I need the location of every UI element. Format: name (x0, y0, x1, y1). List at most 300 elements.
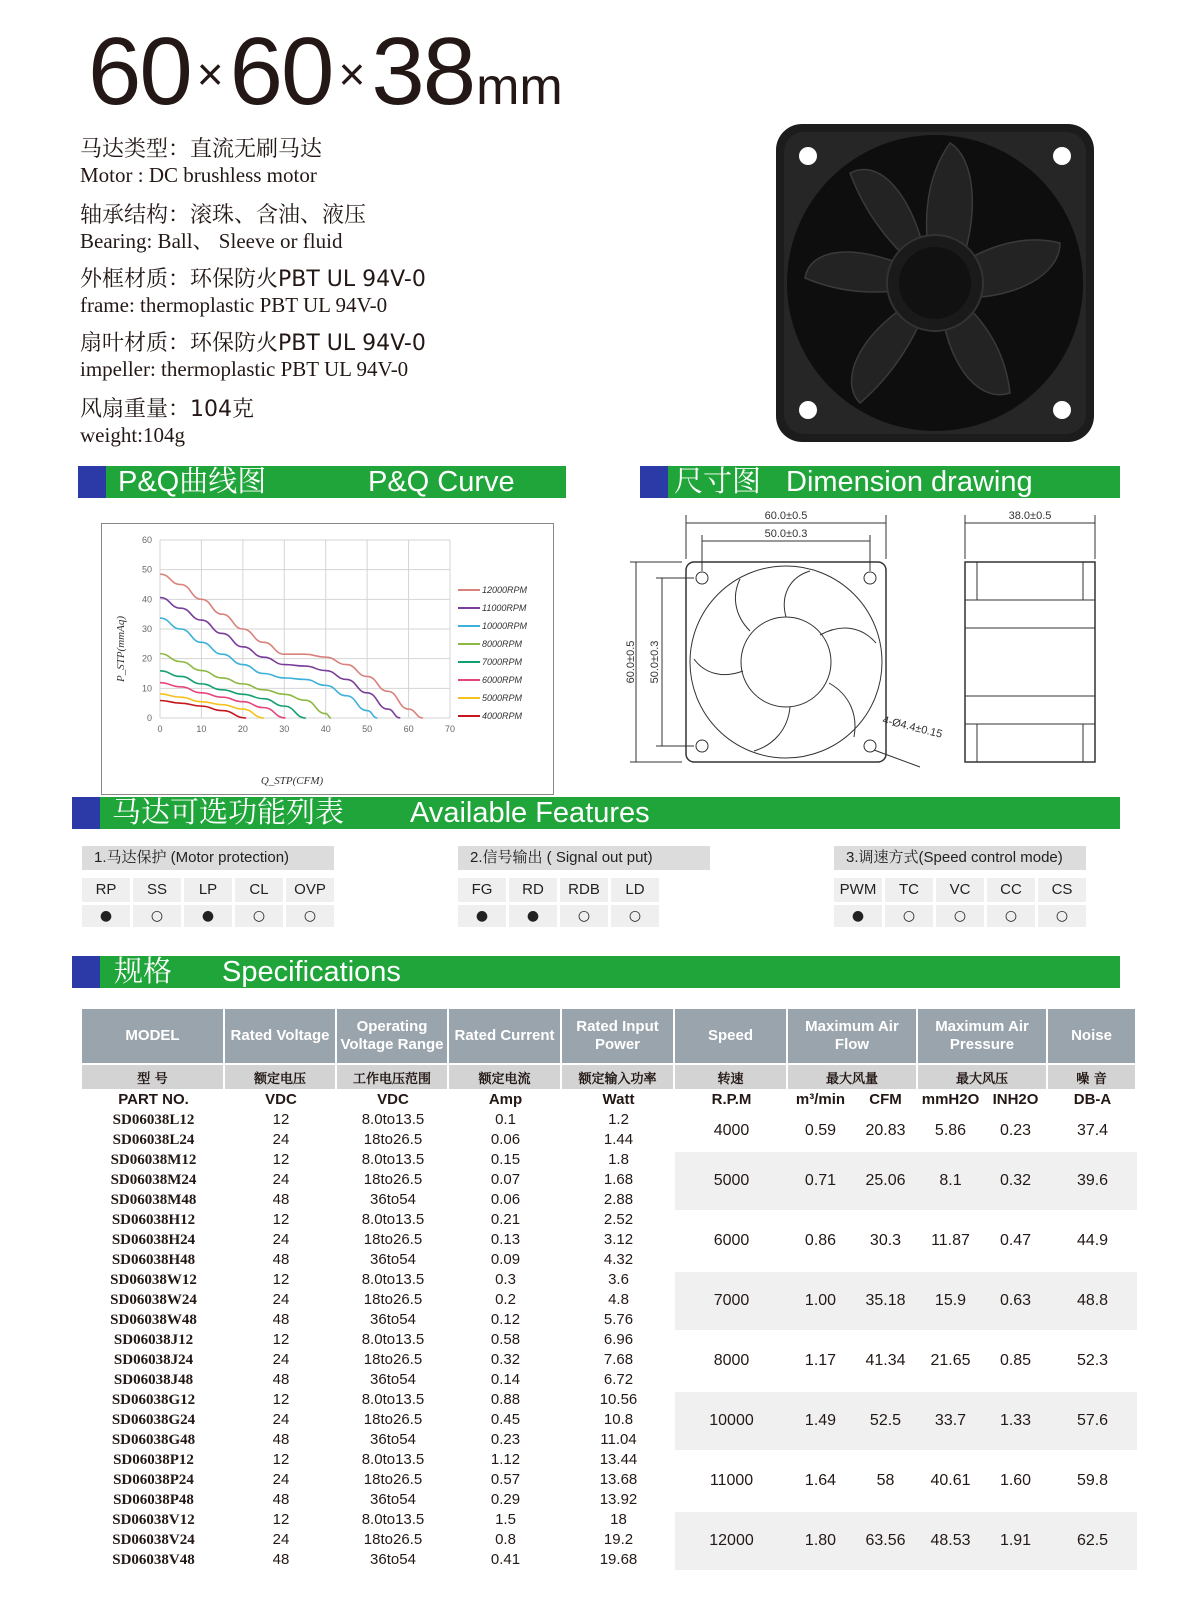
section-features-cn: 马达可选功能列表 (112, 797, 345, 829)
rated-voltage-cell: 12 (272, 1271, 290, 1288)
table-header-cn-row (82, 1063, 1137, 1089)
input-power-cell: 2.52 (603, 1211, 634, 1228)
pressure-inh2o-cell: 1.33 (983, 1390, 1048, 1450)
spec-item-motor (80, 137, 426, 203)
noise-cell: 62.5 (1048, 1510, 1137, 1570)
model-cell: SD06038P12 (113, 1452, 194, 1468)
input-power-cell: 3.6 (608, 1271, 629, 1288)
model-cell: SD06038H48 (111, 1252, 196, 1268)
specifications-table-body (82, 1110, 1137, 1570)
feature-label: CS (1038, 878, 1086, 902)
col-rated-current: Rated Current (449, 1009, 562, 1063)
feature-label: RD (509, 878, 557, 902)
voltage-range-cell: 36to54 (370, 1431, 416, 1448)
legend-entry: 4000RPM (482, 711, 523, 721)
fan-product-image (770, 118, 1100, 448)
legend-entry: 6000RPM (482, 675, 523, 685)
input-power-cell: 4.32 (603, 1251, 634, 1268)
voltage-range-cell: 8.0to13.5 (361, 1331, 425, 1348)
y-tick-label: 60 (141, 535, 152, 545)
spec-weight-en: weight:104g (80, 423, 185, 447)
rated-current-cell: 0.14 (490, 1371, 521, 1388)
input-power-cell: 7.68 (603, 1351, 634, 1368)
rated-voltage-cell: 48 (272, 1251, 290, 1268)
feature-label: CL (235, 878, 283, 902)
model-cell: SD06038M12 (110, 1152, 197, 1168)
model-cell: SD06038G48 (111, 1432, 196, 1448)
title-times-1: × (196, 48, 224, 100)
unit-cfm: CFM (869, 1091, 902, 1108)
voltage-range-cell: 8.0to13.5 (361, 1211, 425, 1228)
legend-entry: 7000RPM (482, 657, 523, 667)
feature-label: VC (936, 878, 984, 902)
side-view-frame (965, 562, 1095, 762)
section-bar-accent (640, 466, 668, 498)
spec-motor-en: Motor : DC brushless motor (80, 163, 317, 187)
rated-current-cell: 0.29 (490, 1491, 521, 1508)
rated-voltage-cell: 48 (272, 1371, 290, 1388)
y-tick-label: 30 (141, 624, 152, 634)
spec-item-bearing (80, 203, 426, 267)
unit-inh2o: INH2O (992, 1091, 1039, 1108)
spec-item-impeller (80, 331, 426, 397)
feature-availability-mark: ○ (560, 905, 608, 927)
feature-availability-mark: ● (834, 905, 882, 927)
rated-current-cell: 0.1 (495, 1111, 516, 1128)
rated-voltage-cell: 24 (272, 1231, 290, 1248)
rated-current-cell: 0.41 (490, 1551, 521, 1568)
rated-current-cell: 0.13 (490, 1231, 521, 1248)
input-power-cell: 2.88 (603, 1191, 634, 1208)
input-power-cell: 6.96 (603, 1331, 634, 1348)
voltage-range-cell: 8.0to13.5 (361, 1451, 425, 1468)
x-axis-label: Q_STP(CFM) (260, 775, 324, 787)
air-flow-cfm-cell: 58 (853, 1450, 918, 1510)
noise-cell: 52.3 (1048, 1330, 1137, 1390)
air-flow-cfm-cell: 30.3 (853, 1210, 918, 1270)
spec-item-frame (80, 267, 426, 331)
unit-watt: Watt (602, 1091, 635, 1108)
rated-current-cell: 0.3 (495, 1271, 516, 1288)
rated-current-cell: 1.5 (495, 1511, 516, 1528)
x-tick-label: 0 (157, 724, 163, 734)
feature-group-title: 3.调速方式(Speed control mode) (834, 846, 1086, 870)
model-cell: SD06038W24 (110, 1292, 197, 1308)
rated-voltage-cell: 24 (272, 1351, 290, 1368)
dimension-drawing (625, 510, 1100, 765)
col-rated-voltage: Rated Voltage (225, 1009, 337, 1063)
voltage-range-cell: 18to26.5 (363, 1411, 423, 1428)
pressure-inh2o-cell: 0.85 (983, 1330, 1048, 1390)
speed-cell: 12000 (675, 1510, 788, 1570)
voltage-range-cell: 36to54 (370, 1311, 416, 1328)
voltage-range-cell: 8.0to13.5 (361, 1511, 425, 1528)
air-flow-m3-cell: 1.00 (788, 1270, 853, 1330)
rated-voltage-cell: 48 (272, 1311, 290, 1328)
col-air-pressure: Maximum Air Pressure (918, 1009, 1048, 1063)
feature-label: SS (133, 878, 181, 902)
table-row (82, 1330, 1137, 1350)
col-speed: Speed (675, 1009, 788, 1063)
x-tick-label: 10 (196, 724, 207, 734)
pressure-inh2o-cell: 0.47 (983, 1210, 1048, 1270)
spec-list (80, 137, 426, 457)
unit-amp: Amp (488, 1091, 523, 1108)
col-air-pressure-cn: 最大风压 (918, 1063, 1048, 1089)
air-flow-m3-cell: 1.80 (788, 1510, 853, 1570)
model-cell: SD06038L12 (112, 1112, 195, 1128)
dim-outer-width: 60.0±0.5 (764, 510, 808, 522)
model-cell: SD06038P24 (113, 1472, 194, 1488)
dim-holes: 4-Ø4.4±0.15 (881, 714, 944, 741)
page-title (88, 18, 563, 125)
section-bar-accent (78, 466, 106, 498)
voltage-range-cell: 36to54 (370, 1371, 416, 1388)
title-dim-1: 60 (88, 18, 191, 125)
rated-current-cell: 0.12 (490, 1311, 521, 1328)
unit-vdc: VDC (265, 1091, 297, 1108)
feature-group-title: 2.信号输出 ( Signal out put) (458, 846, 710, 870)
legend-entry: 5000RPM (482, 693, 523, 703)
dim-outer-height: 60.0±0.5 (625, 640, 637, 684)
rated-current-cell: 0.06 (490, 1131, 521, 1148)
model-cell: SD06038J24 (113, 1352, 194, 1368)
rated-current-cell: 0.88 (490, 1391, 521, 1408)
y-tick-label: 10 (141, 683, 152, 694)
col-voltage-range: Operating Voltage Range (337, 1009, 449, 1063)
series-line-4000RPM (160, 700, 246, 718)
table-row (82, 1150, 1137, 1170)
title-unit: mm (476, 58, 563, 116)
col-noise: Noise (1048, 1009, 1137, 1063)
voltage-range-cell: 18to26.5 (363, 1171, 423, 1188)
input-power-cell: 10.8 (603, 1411, 634, 1428)
model-cell: SD06038G12 (111, 1392, 196, 1408)
rated-voltage-cell: 12 (272, 1331, 290, 1348)
input-power-cell: 4.8 (608, 1291, 629, 1308)
model-cell: SD06038H24 (111, 1232, 196, 1248)
feature-availability-mark: ● (184, 905, 232, 927)
input-power-cell: 19.68 (599, 1551, 638, 1568)
spec-weight-cn: 风扇重量：104克 (80, 397, 254, 422)
pressure-inh2o-cell: 0.63 (983, 1270, 1048, 1330)
col-model: MODEL (82, 1009, 225, 1063)
section-features-en: Available Features (410, 797, 650, 829)
table-row (82, 1510, 1137, 1530)
section-bar-pq (78, 466, 566, 498)
input-power-cell: 1.2 (608, 1111, 629, 1128)
y-tick-label: 40 (141, 594, 152, 605)
air-flow-m3-cell: 0.71 (788, 1150, 853, 1210)
rated-current-cell: 0.32 (490, 1351, 521, 1368)
model-cell: SD06038V12 (112, 1512, 195, 1528)
model-cell: SD06038M48 (110, 1192, 197, 1208)
voltage-range-cell: 18to26.5 (363, 1291, 423, 1308)
model-cell: SD06038G24 (111, 1412, 196, 1428)
col-rated-voltage-cn: 额定电压 (225, 1063, 337, 1089)
x-tick-label: 50 (362, 724, 373, 734)
feature-availability-mark: ○ (133, 905, 181, 927)
feature-label: PWM (834, 878, 882, 902)
title-dim-2: 60 (229, 18, 333, 125)
pq-chart (101, 523, 554, 795)
speed-cell: 7000 (675, 1270, 788, 1330)
y-tick-label: 50 (141, 564, 152, 575)
table-row (82, 1210, 1137, 1230)
table-row (82, 1450, 1137, 1470)
input-power-cell: 1.68 (603, 1171, 634, 1188)
speed-cell: 5000 (675, 1150, 788, 1210)
col-input-power: Rated Input Power (562, 1009, 675, 1063)
voltage-range-cell: 8.0to13.5 (361, 1271, 425, 1288)
pressure-mmh2o-cell: 11.87 (918, 1210, 983, 1270)
col-input-power-cn: 额定输入功率 (562, 1063, 675, 1089)
voltage-range-cell: 8.0to13.5 (361, 1391, 425, 1408)
feature-label: TC (885, 878, 933, 902)
dim-inner-width: 50.0±0.3 (764, 528, 808, 540)
legend-entry: 10000RPM (482, 621, 528, 631)
voltage-range-cell: 36to54 (370, 1551, 416, 1568)
noise-cell: 44.9 (1048, 1210, 1137, 1270)
air-flow-cfm-cell: 35.18 (853, 1270, 918, 1330)
model-cell: SD06038J12 (113, 1332, 194, 1348)
voltage-range-cell: 8.0to13.5 (361, 1151, 425, 1168)
feature-availability-mark: ○ (611, 905, 659, 927)
rated-voltage-cell: 24 (272, 1291, 290, 1308)
air-flow-m3-cell: 0.59 (788, 1110, 853, 1150)
noise-cell: 37.4 (1048, 1110, 1137, 1150)
air-flow-cfm-cell: 20.83 (853, 1110, 918, 1150)
col-rated-current-cn: 额定电流 (449, 1063, 562, 1089)
pressure-mmh2o-cell: 21.65 (918, 1330, 983, 1390)
col-noise-cn: 噪 音 (1048, 1063, 1137, 1089)
title-dim-3: 38 (371, 18, 475, 125)
col-model-cn: 型 号 (82, 1063, 225, 1089)
x-tick-label: 70 (444, 724, 456, 734)
pressure-mmh2o-cell: 15.9 (918, 1270, 983, 1330)
air-flow-m3-cell: 1.17 (788, 1330, 853, 1390)
voltage-range-cell: 36to54 (370, 1491, 416, 1508)
input-power-cell: 13.92 (599, 1491, 638, 1508)
pressure-inh2o-cell: 1.91 (983, 1510, 1048, 1570)
speed-cell: 11000 (675, 1450, 788, 1510)
section-bar-accent (72, 956, 100, 988)
model-cell: SD06038W48 (110, 1312, 197, 1328)
rated-current-cell: 0.2 (495, 1291, 516, 1308)
pq-chart-svg (102, 524, 553, 794)
feature-availability-mark: ○ (885, 905, 933, 927)
input-power-cell: 13.68 (599, 1471, 638, 1488)
noise-cell: 59.8 (1048, 1450, 1137, 1510)
rated-voltage-cell: 12 (272, 1391, 290, 1408)
input-power-cell: 11.04 (600, 1431, 637, 1448)
table-units-row (82, 1089, 1137, 1110)
rated-current-cell: 0.21 (490, 1211, 521, 1228)
section-bar-dimension (640, 466, 1120, 498)
table-header-row (82, 1009, 1137, 1063)
unit-rpm: R.P.M (711, 1091, 752, 1108)
feature-availability-mark: ● (82, 905, 130, 927)
spec-frame-en: frame: thermoplastic PBT UL 94V-0 (80, 293, 388, 317)
section-bar-accent (72, 797, 100, 829)
spec-bearing-en: Bearing: Ball、 Sleeve or fluid (80, 229, 343, 253)
air-flow-cfm-cell: 25.06 (853, 1150, 918, 1210)
rated-current-cell: 0.57 (490, 1471, 521, 1488)
speed-cell: 6000 (675, 1210, 788, 1270)
series-line-11000RPM (160, 598, 400, 718)
dim-depth: 38.0±0.5 (1008, 510, 1052, 522)
feature-availability-mark: ○ (987, 905, 1035, 927)
feature-availability-mark: ○ (936, 905, 984, 927)
input-power-cell: 18 (610, 1511, 627, 1528)
model-cell: SD06038H12 (111, 1212, 196, 1228)
pressure-mmh2o-cell: 48.53 (918, 1510, 983, 1570)
rated-voltage-cell: 48 (272, 1491, 290, 1508)
air-flow-m3-cell: 1.64 (788, 1450, 853, 1510)
front-view-hub (741, 617, 831, 707)
feature-label: LP (184, 878, 232, 902)
unit-mmh2o: mmH2O (921, 1091, 980, 1108)
dim-inner-height: 50.0±0.3 (649, 640, 661, 684)
input-power-cell: 1.8 (608, 1151, 629, 1168)
section-spec-en: Specifications (222, 956, 401, 988)
pressure-mmh2o-cell: 40.61 (918, 1450, 983, 1510)
pressure-mmh2o-cell: 5.86 (918, 1110, 983, 1150)
air-flow-cfm-cell: 63.56 (853, 1510, 918, 1570)
series-line-5000RPM (160, 694, 264, 718)
rated-voltage-cell: 12 (272, 1211, 290, 1228)
section-dim-en: Dimension drawing (786, 466, 1033, 498)
section-bar-specifications (72, 956, 1120, 988)
rated-current-cell: 0.07 (490, 1171, 521, 1188)
x-tick-label: 30 (279, 724, 290, 734)
model-cell: SD06038L24 (112, 1132, 195, 1148)
pressure-inh2o-cell: 0.23 (983, 1110, 1048, 1150)
feature-availability-mark: ○ (235, 905, 283, 927)
pressure-inh2o-cell: 1.60 (983, 1450, 1048, 1510)
speed-cell: 4000 (675, 1110, 788, 1150)
spec-motor-cn: 马达类型：直流无刷马达 (80, 137, 323, 162)
noise-cell: 39.6 (1048, 1150, 1137, 1210)
feature-availability-mark: ○ (1038, 905, 1086, 927)
title-times-2: × (338, 48, 366, 100)
feature-label: RDB (560, 878, 608, 902)
x-tick-label: 60 (403, 724, 414, 734)
feature-label: OVP (286, 878, 334, 902)
input-power-cell: 19.2 (603, 1531, 634, 1548)
feature-label: LD (611, 878, 659, 902)
y-tick-label: 0 (146, 713, 152, 723)
voltage-range-cell: 18to26.5 (363, 1471, 423, 1488)
legend-entry: 12000RPM (482, 585, 528, 595)
rated-current-cell: 0.45 (490, 1411, 521, 1428)
rated-voltage-cell: 12 (272, 1511, 290, 1528)
table-row (82, 1390, 1137, 1410)
air-flow-cfm-cell: 52.5 (853, 1390, 918, 1450)
col-air-flow: Maximum Air Flow (788, 1009, 918, 1063)
section-pq-cn: P&Q曲线图 (118, 466, 267, 498)
specifications-table (82, 1009, 1137, 1570)
voltage-range-cell: 36to54 (370, 1191, 416, 1208)
rated-current-cell: 0.8 (495, 1531, 516, 1548)
section-bar-features (72, 797, 1120, 829)
air-flow-m3-cell: 0.86 (788, 1210, 853, 1270)
model-cell: SD06038P48 (113, 1492, 194, 1508)
col-voltage-range-cn: 工作电压范围 (337, 1063, 449, 1089)
feature-availability-mark: ● (458, 905, 506, 927)
noise-cell: 48.8 (1048, 1270, 1137, 1330)
feature-label: CC (987, 878, 1035, 902)
feature-availability-mark: ● (509, 905, 557, 927)
rated-current-cell: 0.23 (490, 1431, 521, 1448)
rated-voltage-cell: 12 (272, 1111, 290, 1128)
section-pq-en: P&Q Curve (368, 466, 515, 498)
input-power-cell: 1.44 (603, 1131, 634, 1148)
rated-voltage-cell: 48 (272, 1431, 290, 1448)
voltage-range-cell: 18to26.5 (363, 1131, 423, 1148)
section-dim-cn: 尺寸图 (674, 466, 762, 498)
speed-cell: 8000 (675, 1330, 788, 1390)
input-power-cell: 13.44 (599, 1451, 638, 1468)
spec-item-weight (80, 397, 426, 457)
model-cell: SD06038M24 (110, 1172, 197, 1188)
unit-part-no: PART NO. (118, 1091, 189, 1108)
air-flow-m3-cell: 1.49 (788, 1390, 853, 1450)
rated-voltage-cell: 24 (272, 1131, 290, 1148)
legend-entry: 8000RPM (482, 639, 523, 649)
rated-voltage-cell: 48 (272, 1191, 290, 1208)
noise-cell: 57.6 (1048, 1390, 1137, 1450)
col-speed-cn: 转速 (675, 1063, 788, 1089)
model-cell: SD06038V48 (112, 1552, 195, 1568)
input-power-cell: 6.72 (603, 1371, 634, 1388)
col-air-flow-cn: 最大风量 (788, 1063, 918, 1089)
air-flow-cfm-cell: 41.34 (853, 1330, 918, 1390)
spec-impeller-cn: 扇叶材质：环保防火PBT UL 94V-0 (80, 331, 426, 356)
voltage-range-cell: 18to26.5 (363, 1531, 423, 1548)
voltage-range-cell: 18to26.5 (363, 1351, 423, 1368)
rated-voltage-cell: 12 (272, 1151, 290, 1168)
feature-label: RP (82, 878, 130, 902)
model-cell: SD06038J48 (113, 1372, 194, 1388)
unit-dba: DB-A (1073, 1091, 1112, 1108)
x-tick-label: 20 (237, 724, 248, 734)
rated-current-cell: 0.15 (490, 1151, 521, 1168)
pressure-mmh2o-cell: 33.7 (918, 1390, 983, 1450)
speed-cell: 10000 (675, 1390, 788, 1450)
rated-current-cell: 1.12 (490, 1451, 521, 1468)
input-power-cell: 5.76 (603, 1311, 634, 1328)
rated-voltage-cell: 24 (272, 1171, 290, 1188)
spec-frame-cn: 外框材质：环保防火PBT UL 94V-0 (80, 267, 426, 292)
input-power-cell: 10.56 (599, 1391, 638, 1408)
x-tick-label: 40 (320, 724, 331, 734)
pressure-inh2o-cell: 0.32 (983, 1150, 1048, 1210)
rated-voltage-cell: 24 (272, 1411, 290, 1428)
unit-vdc-range: VDC (377, 1091, 409, 1108)
rated-voltage-cell: 48 (272, 1551, 290, 1568)
input-power-cell: 3.12 (603, 1231, 634, 1248)
feature-group-title: 1.马达保护 (Motor protection) (82, 846, 334, 870)
rated-voltage-cell: 24 (272, 1471, 290, 1488)
series-line-8000RPM (160, 654, 331, 718)
rated-current-cell: 0.06 (490, 1191, 521, 1208)
rated-current-cell: 0.58 (490, 1331, 521, 1348)
model-cell: SD06038W12 (110, 1272, 197, 1288)
rated-current-cell: 0.09 (490, 1251, 521, 1268)
rated-voltage-cell: 12 (272, 1451, 290, 1468)
rated-voltage-cell: 24 (272, 1531, 290, 1548)
